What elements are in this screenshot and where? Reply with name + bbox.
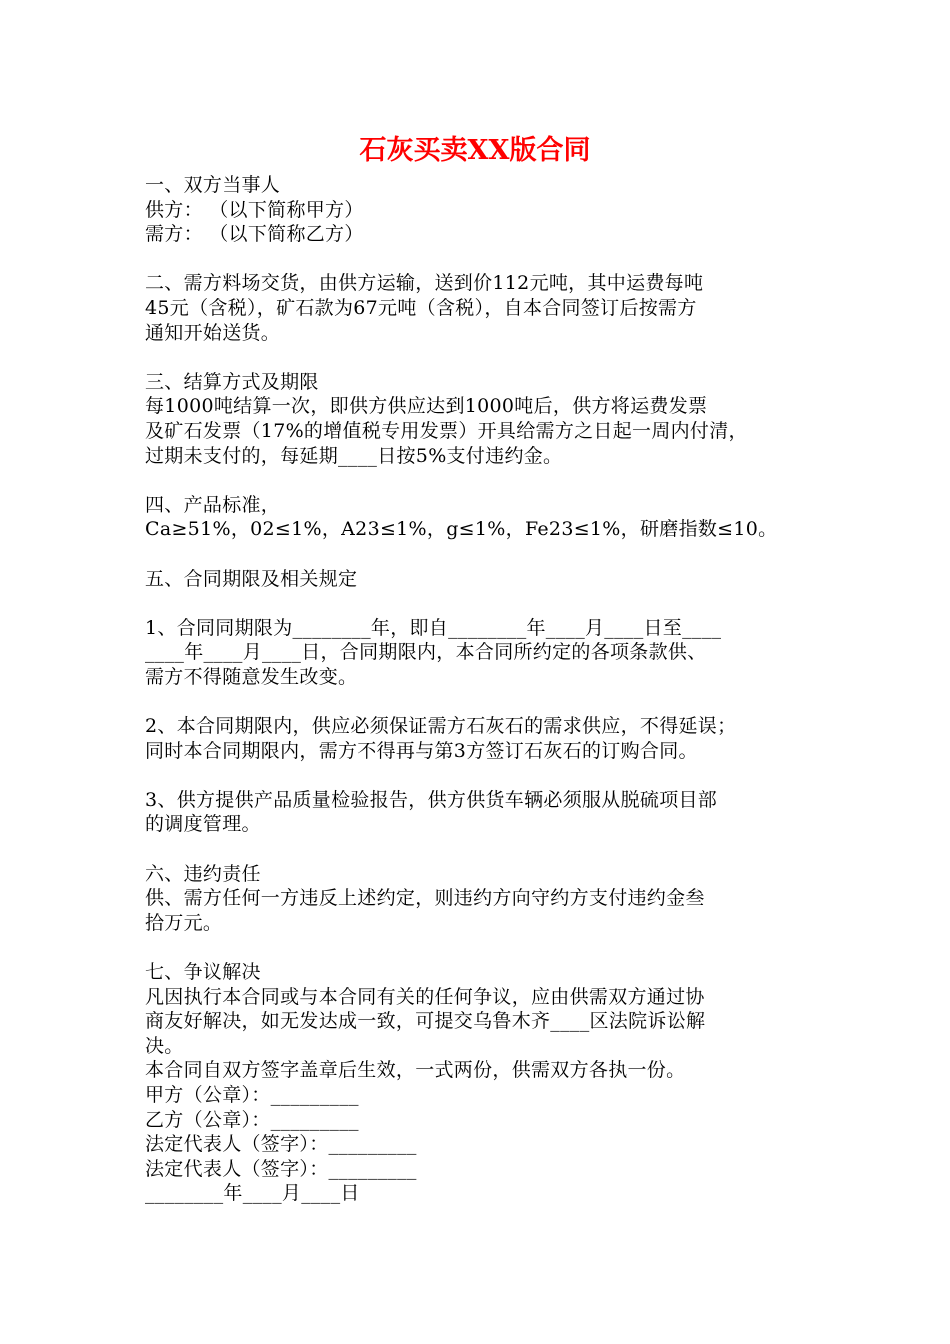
text-line: 决。	[145, 1034, 184, 1057]
text-line: 通知开始送货。	[145, 321, 281, 344]
blank-line	[145, 247, 825, 272]
text-line: 过期未支付的，每延期____日按5%支付违约金。	[145, 444, 563, 467]
document-body	[145, 173, 825, 1206]
text-line: 商友好解决，如无发达成一致，可提交乌鲁木齐____区法院诉讼解	[145, 1010, 706, 1033]
text-line: 的调度管理。	[145, 813, 261, 836]
text-line: 七、争议解决	[145, 961, 261, 983]
text-line: ____年____月____日，合同期限内，本合同所约定的各项条款供、	[145, 641, 707, 664]
text-line: 甲方（公章）：_________	[145, 1083, 359, 1106]
text-line: 三、结算方式及期限	[145, 370, 319, 393]
text-line: 二、需方料场交货，由供方运输，送到价112元吨，其中运费每吨	[145, 272, 704, 295]
blank-line	[145, 837, 825, 862]
text-line: 45元（含税），矿石款为67元吨（含税），自本合同签订后按需方	[145, 296, 697, 319]
text-line: 乙方（公章）：_________	[145, 1108, 359, 1131]
text-line: 六、违约责任	[145, 862, 261, 885]
text-line: ________年____月____日	[145, 1182, 360, 1205]
blank-line	[145, 935, 825, 960]
text-line: 供、需方任何一方违反上述约定，则违约方向守约方支付违约金叁	[145, 887, 705, 910]
text-line: 2、本合同期限内，供应必须保证需方石灰石的需求供应，不得延误；	[145, 715, 737, 738]
blank-line	[145, 689, 825, 714]
document-title: 石灰买卖XX版合同	[359, 135, 591, 166]
text-line: 1、合同同期限为________年，即自________年____月____日至____	[145, 616, 722, 639]
text-line: 3、供方提供产品质量检验报告，供方供货车辆必须服从脱硫项目部	[145, 788, 718, 811]
blank-line	[145, 763, 825, 788]
text-line: 五、合同期限及相关规定	[145, 567, 358, 590]
text-line: 同时本合同期限内，需方不得再与第3方签订石灰石的订购合同。	[145, 739, 698, 762]
blank-line	[145, 591, 825, 616]
text-line: 需方： （以下简称乙方）	[145, 223, 364, 246]
text-line: 法定代表人（签字）：_________	[145, 1133, 417, 1156]
text-line: 凡因执行本合同或与本合同有关的任何争议，应由供需双方通过协	[145, 985, 705, 1008]
text-line: 拾万元。	[145, 911, 223, 934]
text-line: 本合同自双方签字盖章后生效，一式两份，供需双方各执一份。	[145, 1059, 686, 1082]
blank-line	[145, 345, 825, 370]
text-line: Ca≥51%，02≤1%，A23≤1%，g≤1%，Fe23≤1%，研磨指数≤10。	[145, 518, 778, 541]
text-line: 及矿石发票（17%的增值税专用发票）开具给需方之日起一周内付清，	[145, 419, 748, 442]
text-line: 每1000吨结算一次，即供方供应达到1000吨后，供方将运费发票	[145, 395, 708, 418]
blank-line	[145, 542, 825, 567]
text-line: 需方不得随意发生改变。	[145, 665, 358, 688]
text-line: 供方： （以下简称甲方）	[145, 198, 364, 221]
text-line: 法定代表人（签字）：_________	[145, 1157, 417, 1180]
text-line: 四、产品标准，	[145, 493, 281, 516]
blank-line	[145, 468, 825, 493]
text-line: 一、双方当事人	[145, 174, 281, 196]
